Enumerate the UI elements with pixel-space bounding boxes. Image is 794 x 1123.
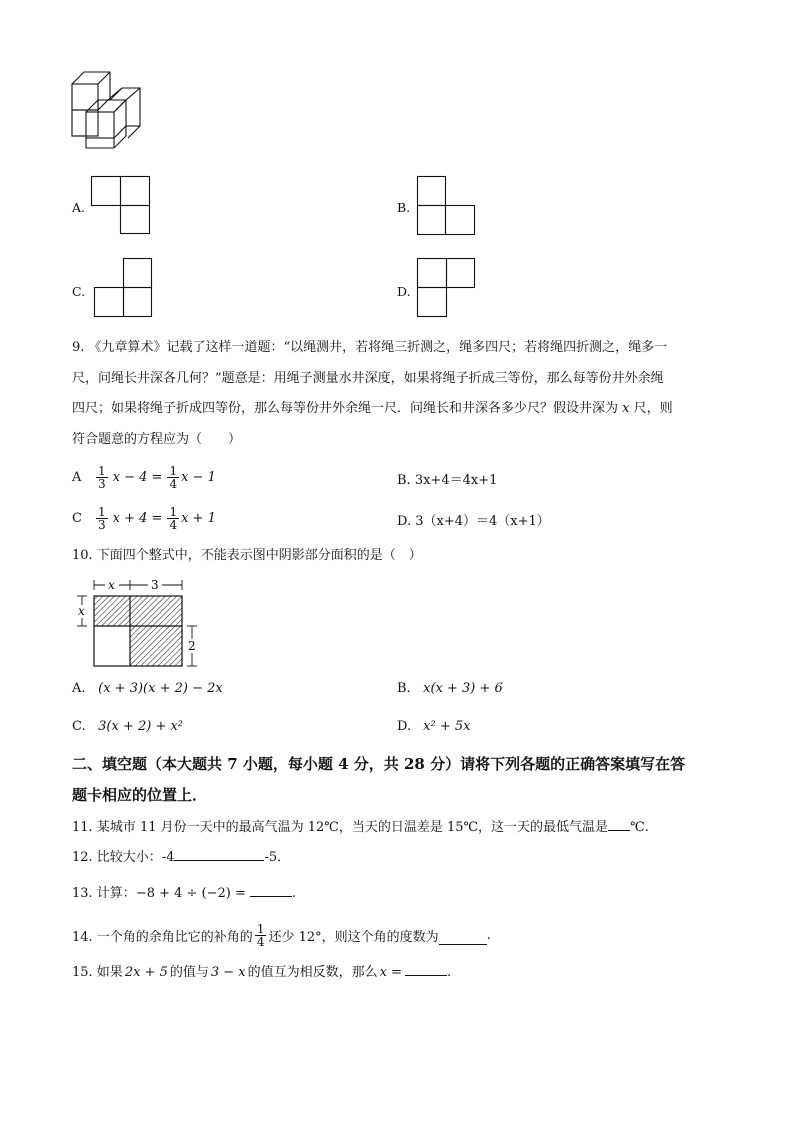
fraction-1-4: $\frac{1}{4}$ [169,504,178,532]
q8-option-a-view [91,176,151,234]
q9-option-a-label: A [72,469,82,485]
q15-answer-blank[interactable] [405,963,447,976]
q9-line-4: 符合题意的方程应为（ ） [72,432,242,447]
q10-option-d[interactable] [397,719,470,734]
q10-stem: 10. 下面四个整式中，不能表示图中阴影部分面积的是（ ） [72,548,422,563]
q9-line-3-var: x [622,401,630,416]
q10-option-b[interactable] [397,681,503,696]
section-2-heading-line-1: 二、填空题（本大题共 7 小题，每小题 4 分，共 28 分）请将下列各题的正确答案填写在答 [72,755,686,773]
q9-option-c[interactable] [72,500,216,536]
fraction-1-3: $\frac{1}{3}$ [98,463,106,491]
q8-option-c-label: C. [72,284,86,299]
q9-option-d-text: 3（x+4）＝4（x+1） [415,514,550,529]
q10-option-c-label: C. [72,719,86,734]
q9-option-b-text: 3x+4＝4x+1 [414,473,498,488]
q11-answer-blank[interactable] [608,818,630,831]
q9-option-a-tail: x − 1 [181,469,216,485]
q14-answer-blank[interactable] [439,932,487,945]
q14 [72,917,491,953]
q9-option-a[interactable] [72,459,216,495]
q10-option-b-text: x(x + 3) + 6 [423,681,503,696]
q13-answer-blank[interactable] [250,884,292,897]
q10-option-a-label: A. [72,681,86,696]
q9-line-3-tail: 尺，则 [633,401,673,416]
q12-text: 12. 比较大小：-4 [72,850,175,865]
q9-option-b[interactable] [397,469,497,488]
q10-option-b-label: B. [397,681,411,696]
cube-solid-figure [70,70,145,155]
q13-text: 13. 计算： [72,886,136,901]
q9-line-1: 9. 《九章算术》记载了这样一道题：“以绳测井，若将绳三折测之，绳多四尺；若将绳四折测之，绳多一 [72,340,668,355]
q14-mid: 还少 12°，则这个角的度数为 [268,929,439,945]
q9-option-a-mid: x − 4 = [112,469,163,485]
q15-expr-3: x = [379,965,402,980]
q9-option-d-label: D. [397,514,412,529]
q8-option-b-view [417,176,477,236]
q15-mid-2: 的值互为相反数，那么 [247,965,378,980]
q12-answer-blank[interactable] [174,848,264,861]
q10-option-c-text: 3(x + 2) + x² [98,719,184,734]
section-2-heading-line-2: 题卡相应的位置上． [72,786,208,804]
q12-tail: -5． [264,850,291,865]
q10-option-d-text: x² + 5x [423,719,471,734]
q15-expr-2: 3 − x [210,965,246,980]
q8-option-a-label: A. [72,200,86,215]
dim-top-3: 3 [151,578,159,592]
q11-tail: ℃. [630,820,649,835]
q11-text: 11. 某城市 11 月份一天中的最高气温为 12℃，当天的日温差是 15℃，这一天的最低气温是 [72,820,609,835]
q15-mid-1: 的值与 [169,965,209,980]
q15 [72,963,451,981]
dim-right-2: 2 [188,639,196,653]
q10-area-figure [72,576,212,670]
q14-tail: . [486,927,491,943]
q13-tail: . [291,886,297,901]
q11 [72,818,649,836]
q9-option-d[interactable] [397,510,550,529]
q8-option-d-label: D. [397,284,411,299]
fraction-1-4: $\frac{1}{4}$ [169,463,178,491]
q14-text: 14. 一个角的余角比它的补角的 [72,929,253,945]
q13 [72,884,296,902]
q15-text: 15. 如果 [72,965,123,980]
dim-left-x: x [78,604,85,618]
q10-option-c[interactable] [72,719,183,734]
q9-option-b-label: B. [397,473,411,488]
q9-line-3 [72,401,673,417]
q12 [72,848,290,866]
q8-option-b-label: B. [397,200,411,215]
q9-option-c-tail: x + 1 [181,510,216,526]
q15-tail: . [447,965,452,980]
fraction-1-3: $\frac{1}{3}$ [98,504,106,532]
q9-line-2: 尺，问绳长井深各几何？”题意是：用绳子测量水井深度，如果将绳子折成三等份，那么每等份井外余绳 [72,371,664,386]
q15-expr-1: 2x + 5 [124,965,168,980]
q10-option-a[interactable] [72,681,223,696]
q13-expr: −8 + 4 ÷ (−2) = [135,886,246,901]
q8-option-c-view [94,258,154,318]
q8-option-d-view [417,258,477,318]
q9-line-3-text: 四尺；如果将绳子折成四等份，那么每等份井外余绳一尺．问绳长和井深各多少尺？假设井深为 [72,401,619,416]
q9-option-c-label: C [72,510,82,526]
dim-top-x: x [108,578,115,592]
q10-option-d-label: D. [397,719,412,734]
q9-option-c-mid: x + 4 = [112,510,163,526]
q10-option-a-text: (x + 3)(x + 2) − 2x [98,681,223,696]
fraction-1-4: $\frac{1}{4}$ [256,921,265,949]
